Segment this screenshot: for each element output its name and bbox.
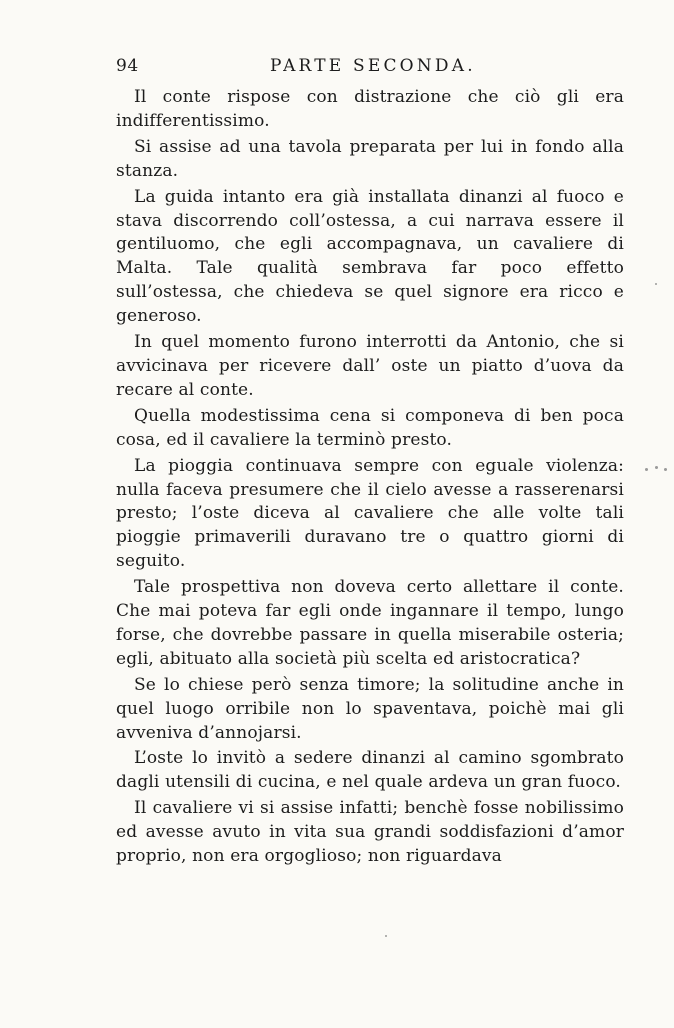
paragraph: Si assise ad una tavola preparata per lui in fondo alla stanza. bbox=[116, 136, 624, 181]
ink-speck-decoration bbox=[655, 283, 657, 285]
paragraph: Il cavaliere vi si assise infatti; benchè fosse nobilissimo ed avesse avuto in vita sua grandi soddisfazioni d’amor proprio, non era orgoglioso; non riguardava bbox=[116, 798, 624, 867]
paragraph: Tale prospettiva non doveva certo allettare il conte. Che mai poteva far egli onde ingannare il tempo, lungo forse, che dovrebbe passare in quella miserabile osteria; egli, abituato alla società più scelta ed aristocratica? bbox=[116, 577, 624, 669]
paragraph: Il conte rispose con distrazione che ciò gli era indifferentissimo. bbox=[116, 87, 624, 131]
body-text bbox=[116, 86, 624, 871]
ink-speck-decoration bbox=[664, 468, 667, 471]
ink-speck-decoration bbox=[655, 466, 658, 469]
paragraph: In quel momento furono interrotti da Antonio, che si avvicinava per ricevere dall’ oste un piatto d’uova da recare al conte. bbox=[116, 332, 624, 400]
paragraph: La pioggia continuava sempre con eguale violenza: nulla faceva presumere che il cielo avesse a rasserenarsi presto; l’oste diceva al cavaliere che alle volte tali pioggie primaverili duravano tre o quattro giorni di seguito. bbox=[116, 455, 624, 572]
ink-speck-decoration bbox=[385, 935, 387, 937]
ink-speck-decoration bbox=[645, 468, 648, 471]
paragraph: Quella modestissima cena si componeva di ben poca cosa, ed il cavaliere la terminò presto. bbox=[116, 405, 624, 450]
page-header bbox=[112, 52, 624, 82]
running-head: PARTE SECONDA. bbox=[270, 56, 476, 76]
paragraph: La guida intanto era già installata dinanzi al fuoco e stava discorrendo coll’ostessa, a cui narrava essere il gentiluomo, che egli accompagnava, un cavaliere di Malta. Tale qualità sembrava far poco effetto sull’ostessa, che chiedeva se quel signore era ricco e generoso. bbox=[116, 186, 624, 327]
paragraph: Se lo chiese però senza timore; la solitudine anche in quel luogo orribile non lo spaventava, poichè mai gli avveniva d’annojarsi. bbox=[116, 674, 624, 743]
paragraph: L’oste lo invitò a sedere dinanzi al camino sgombrato dagli utensili di cucina, e nel quale ardeva un gran fuoco. bbox=[116, 748, 624, 793]
page-number: 94 bbox=[116, 56, 139, 76]
